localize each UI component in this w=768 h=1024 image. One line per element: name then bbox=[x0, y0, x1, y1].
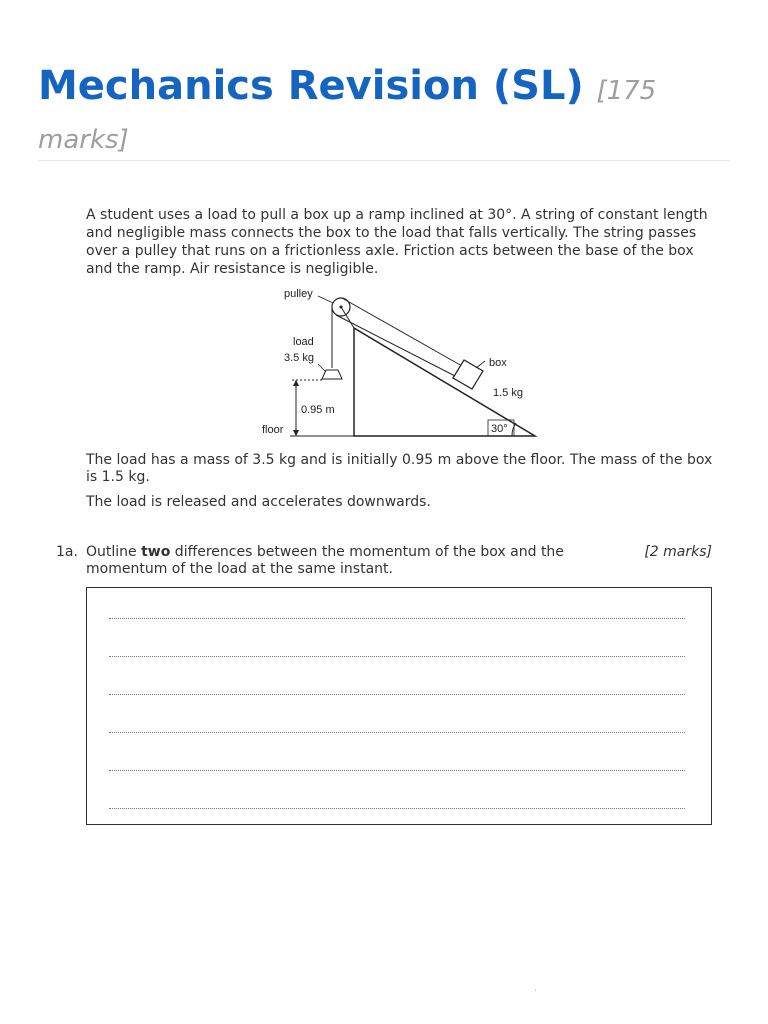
answer-line[interactable] bbox=[109, 808, 685, 809]
page-header bbox=[38, 64, 728, 162]
context-paragraphs bbox=[86, 452, 716, 519]
box-label: box bbox=[489, 357, 507, 369]
pulley-support bbox=[341, 307, 354, 328]
angle-label: 30° bbox=[491, 423, 508, 435]
answer-line[interactable] bbox=[109, 694, 685, 695]
total-marks: [175 marks] bbox=[38, 76, 657, 155]
height-label: 0.95 m bbox=[301, 404, 335, 416]
question-emphasis: two bbox=[141, 544, 171, 560]
load-label: load bbox=[293, 336, 314, 348]
height-arrow-top bbox=[293, 380, 299, 386]
intro-text: A student uses a load to pull a box up a ramp inclined at 30°. A string of constant length and negligible mass connects the box to the load that falls vertically. The string passes over a pulley that runs on a frictionless axle. Friction acts between the base of the box and the ramp. Air resistance is negligible. bbox=[86, 207, 708, 277]
question-text bbox=[86, 544, 606, 578]
pulley-leader bbox=[318, 296, 333, 303]
load-mass-label: 3.5 kg bbox=[284, 352, 314, 364]
page-title bbox=[38, 64, 728, 162]
question-text-before: Outline bbox=[86, 544, 142, 560]
footer-mark: · bbox=[534, 986, 538, 997]
load-leader bbox=[318, 364, 326, 372]
header-divider bbox=[38, 160, 730, 161]
release-paragraph: The load is released and accelerates downwards. bbox=[86, 494, 431, 510]
intro-paragraph bbox=[86, 206, 716, 278]
height-arrow-bottom bbox=[293, 430, 299, 436]
title-main: Mechanics Revision (SL) bbox=[38, 63, 584, 109]
question-marks: [2 marks] bbox=[644, 544, 712, 560]
answer-line[interactable] bbox=[109, 618, 685, 619]
answer-line[interactable] bbox=[109, 656, 685, 657]
box-leader bbox=[476, 361, 485, 368]
answer-box[interactable] bbox=[86, 587, 712, 825]
answer-line[interactable] bbox=[109, 770, 685, 771]
pulley-label: pulley bbox=[284, 288, 313, 300]
ramp-pulley-diagram bbox=[250, 282, 550, 442]
question-number: 1a. bbox=[56, 544, 78, 560]
answer-line[interactable] bbox=[109, 732, 685, 733]
box-on-ramp bbox=[453, 360, 483, 389]
load-mass-paragraph: The load has a mass of 3.5 kg and is initially 0.95 m above the floor. The mass of the box is 1.5 kg. bbox=[86, 452, 713, 485]
box-mass-label: 1.5 kg bbox=[493, 387, 523, 399]
floor-label: floor bbox=[262, 424, 284, 436]
question-text-after: differences between the momentum of the box and the momentum of the load at the same instant. bbox=[86, 544, 564, 577]
